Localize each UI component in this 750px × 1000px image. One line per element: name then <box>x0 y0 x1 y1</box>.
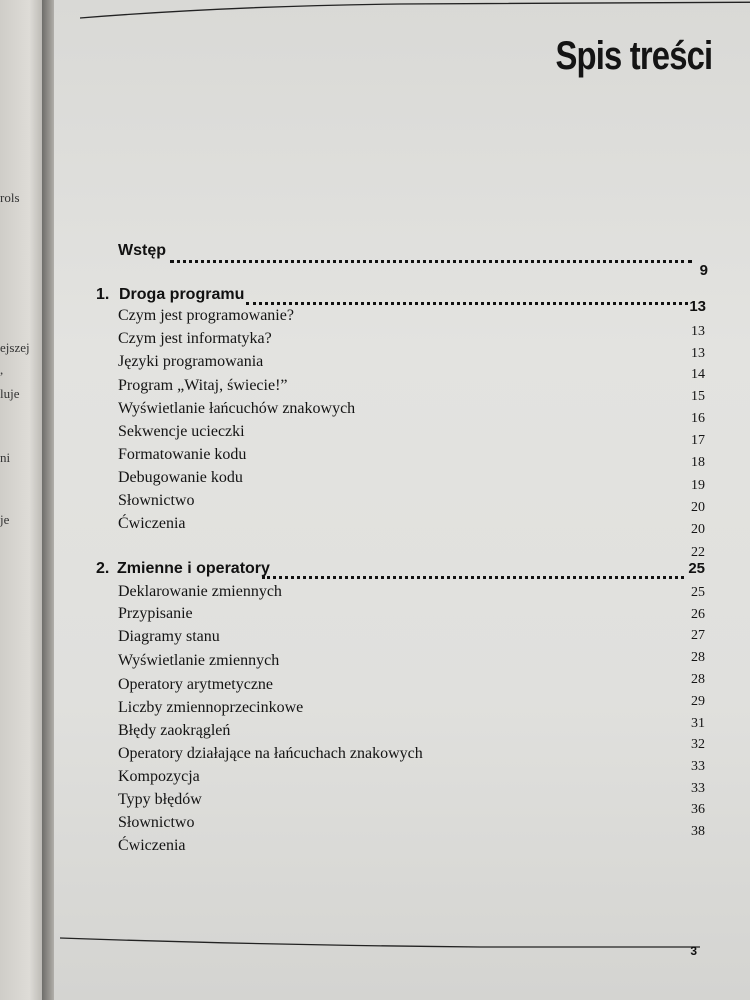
page-number: 3 <box>690 944 697 958</box>
toc-section <box>0 781 750 813</box>
header-rule <box>80 0 750 30</box>
section-page: 32 <box>691 737 705 752</box>
chapter-page: 25 <box>688 560 705 577</box>
toc-section <box>0 824 750 859</box>
previous-page-text: ni <box>0 450 11 465</box>
chapter-title: Droga programu <box>119 286 245 303</box>
toc-intro <box>0 242 750 264</box>
section-page: 26 <box>691 607 705 622</box>
section-label: Kompozycja <box>118 768 200 785</box>
section-page: 18 <box>691 455 705 470</box>
chapter-page: 13 <box>689 298 706 315</box>
chapter-number: 1. <box>96 286 110 303</box>
toc-section <box>0 583 750 605</box>
section-label: Diagramy stanu <box>118 628 220 645</box>
section-label: Typy błędów <box>118 791 202 808</box>
section-page: 20 <box>691 500 705 515</box>
toc-section-page-row <box>0 522 750 544</box>
section-page: 36 <box>691 802 705 817</box>
section-label: Błędy zaokrągleń <box>118 722 231 739</box>
section-label: Ćwiczenia <box>118 837 186 854</box>
chapter-number: 2. <box>96 560 110 577</box>
section-page: 13 <box>691 324 705 339</box>
section-label: Program „Witaj, świecie!” <box>118 377 288 394</box>
section-label: Deklarowanie zmiennych <box>118 583 282 600</box>
section-page: 28 <box>691 650 705 665</box>
section-label: Formatowanie kodu <box>118 446 247 463</box>
section-label: Języki programowania <box>118 353 264 370</box>
section-label: Debugowanie kodu <box>118 469 243 486</box>
toc-section <box>0 694 750 721</box>
section-page: 20 <box>691 522 705 537</box>
section-label: Przypisanie <box>118 605 193 622</box>
previous-page-text: ejszej <box>0 340 30 355</box>
footer-rule <box>60 935 700 955</box>
page-title: Spis treści <box>555 34 712 78</box>
section-page: 22 <box>691 545 705 560</box>
section-page: 38 <box>691 824 705 839</box>
section-page: 29 <box>691 694 705 709</box>
section-label: Czym jest programowanie? <box>118 307 294 324</box>
section-page: 15 <box>691 389 705 404</box>
section-label: Liczby zmiennoprzecinkowe <box>118 699 304 716</box>
chapter-title: Zmienne i operatory <box>117 560 270 577</box>
section-page: 14 <box>691 367 705 382</box>
section-page: 27 <box>691 628 705 643</box>
toc-section <box>0 672 750 698</box>
toc-section <box>0 652 750 674</box>
section-label: Sekwencje ucieczki <box>118 423 245 440</box>
section-label: Wyświetlanie łańcuchów znakowych <box>118 400 356 417</box>
section-page: 33 <box>691 781 705 796</box>
toc-section <box>0 759 750 790</box>
section-page: 28 <box>691 672 705 687</box>
toc-intro-page: 9 <box>699 262 708 279</box>
leader-dots <box>262 576 684 579</box>
previous-page-text: luje <box>0 386 20 401</box>
section-page: 16 <box>691 411 705 426</box>
section-label: Ćwiczenia <box>118 515 186 532</box>
section-page: 31 <box>691 716 705 731</box>
toc-section <box>0 605 750 627</box>
previous-page-text: je <box>0 512 10 527</box>
section-label: Operatory działające na łańcuchach znakowych <box>118 745 423 762</box>
previous-page-text: , <box>0 362 4 377</box>
toc-section <box>0 716 750 744</box>
section-label: Słownictwo <box>118 814 195 831</box>
section-label: Wyświetlanie zmiennych <box>118 652 280 669</box>
toc-chapter-2 <box>0 560 750 582</box>
section-label: Operatory arytmetyczne <box>118 676 274 693</box>
section-page: 19 <box>691 478 705 493</box>
previous-page-text: rols <box>0 190 20 205</box>
section-label: Słownictwo <box>118 492 195 509</box>
toc-section <box>0 737 750 767</box>
toc-intro-label: Wstęp <box>118 242 166 259</box>
section-page: 17 <box>691 433 705 448</box>
section-page: 33 <box>691 759 705 774</box>
section-page: 13 <box>691 346 705 361</box>
toc-section <box>0 628 750 650</box>
section-page: 25 <box>691 585 705 600</box>
toc-section <box>0 802 750 836</box>
section-label: Czym jest informatyka? <box>118 330 272 347</box>
toc-intro-page-row <box>0 262 750 284</box>
